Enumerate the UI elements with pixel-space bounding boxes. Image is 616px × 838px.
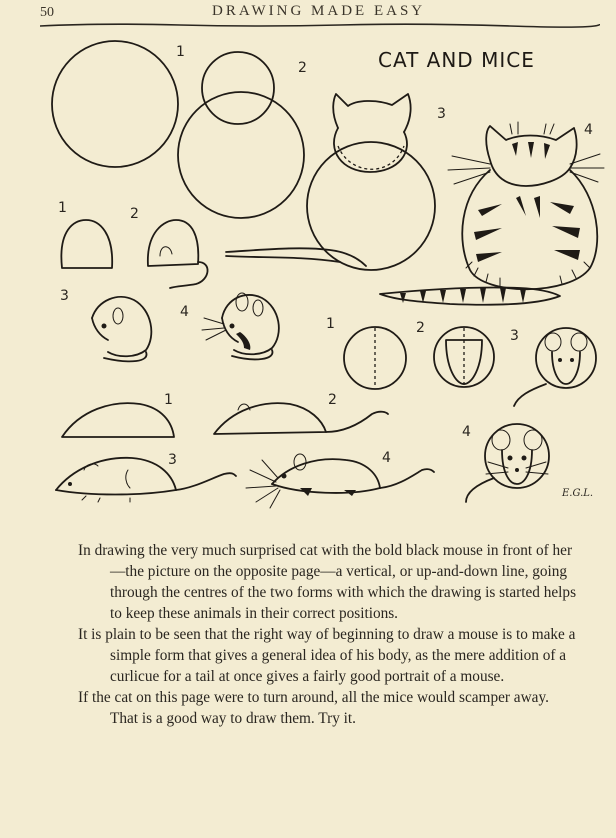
mouse-row-step-1 xyxy=(58,200,112,268)
mouse-face-step-3 xyxy=(510,328,596,406)
mouse-side-step-2-number: 2 xyxy=(328,392,337,408)
mouse-row-step-1-number: 1 xyxy=(58,200,67,216)
artist-signature: E.G.L. xyxy=(562,488,594,499)
paragraph: In drawing the very much surprised cat with the bold black mouse in front of her—the picture on the opposite page—a vertical, or up-and-down line, going through the centres of the two forms with which the drawing is started helps to keep these animals in their correct positions. xyxy=(78,542,577,622)
paragraph: It is plain to be seen that the right way of beginning to draw a mouse is to make a simple form that gives a general idea of his body, as the mere addition of a curlicue for a tail at once gives a fairly good portrait of a mouse. xyxy=(78,626,576,685)
mouse-row-step-4 xyxy=(180,293,279,359)
body-text xyxy=(78,540,578,729)
mouse-row-step-2-number: 2 xyxy=(130,206,139,222)
mouse-face-step-2-number: 2 xyxy=(416,320,425,336)
mouse-side-step-4 xyxy=(246,450,434,508)
cat-step-3-number: 3 xyxy=(437,106,446,122)
mouse-row-step-4-number: 4 xyxy=(180,304,189,320)
page-number: 50 xyxy=(40,5,54,20)
cat-step-4 xyxy=(380,122,604,305)
mouse-side-step-3-number: 3 xyxy=(168,452,177,468)
mouse-side-step-4-number: 4 xyxy=(382,450,391,466)
mouse-face-step-1-number: 1 xyxy=(326,316,335,332)
mouse-face-step-4-number: 4 xyxy=(462,424,471,440)
mouse-row-step-3 xyxy=(60,288,151,361)
cat-step-1-number: 1 xyxy=(176,44,185,60)
mouse-row-step-3-number: 3 xyxy=(60,288,69,304)
page-title: CAT AND MICE xyxy=(378,48,535,72)
mouse-face-step-3-number: 3 xyxy=(510,328,519,344)
cat-step-2-number: 2 xyxy=(298,60,307,76)
mouse-side-step-3 xyxy=(56,452,236,502)
mouse-side-step-2 xyxy=(214,392,388,434)
cat-step-2 xyxy=(178,52,307,218)
cat-step-1 xyxy=(52,41,185,167)
cat-step-3 xyxy=(226,94,446,270)
mouse-face-step-4 xyxy=(462,424,549,502)
mouse-face-step-1 xyxy=(326,316,406,389)
paragraph: If the cat on this page were to turn around, all the mice would scamper away. That is a good way to draw them. Try it. xyxy=(78,689,549,727)
mouse-side-step-1 xyxy=(62,392,174,437)
mouse-side-step-1-number: 1 xyxy=(164,392,173,408)
mouse-row-step-2 xyxy=(130,206,208,288)
running-head: DRAWING MADE EASY xyxy=(212,3,426,19)
cat-step-4-number: 4 xyxy=(584,122,593,138)
mouse-face-step-2 xyxy=(416,320,494,387)
